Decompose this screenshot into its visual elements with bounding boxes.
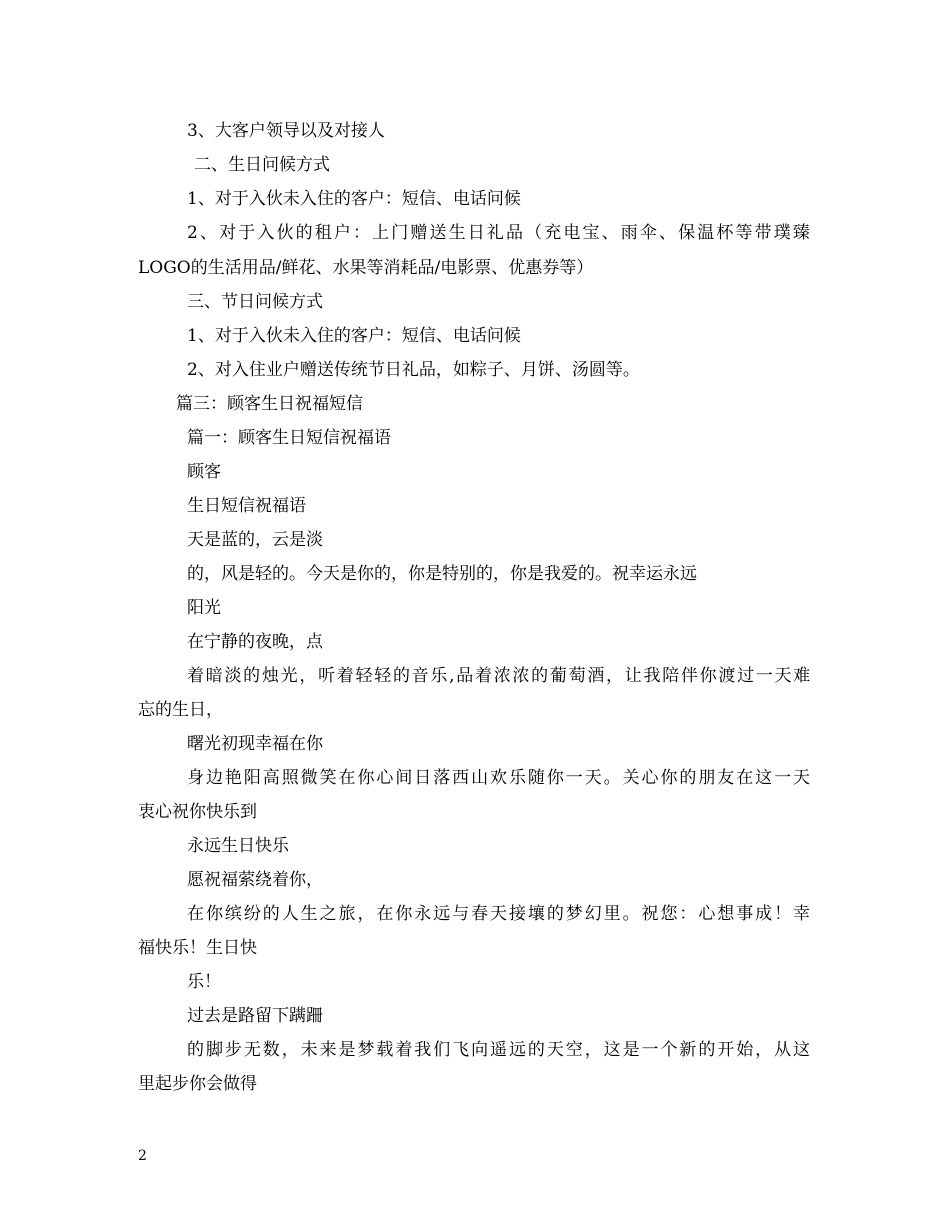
text-line: 的，风是轻的。今天是你的，你是特别的，你是我爱的。祝幸运永远 xyxy=(187,564,697,584)
text-line: 的脚步无数，未来是梦载着我们飞向遥远的天空，这是一个新的开始，从这 xyxy=(187,1040,812,1060)
text-line: 2、对于入伙的租户：上门赠送生日礼品（充电宝、雨伞、保温杯等带璞臻 xyxy=(187,223,812,243)
text-line: 福快乐！生日快 xyxy=(138,938,257,958)
text-line: 天是蓝的，云是淡 xyxy=(187,530,323,550)
text-line: 二、生日问候方式 xyxy=(194,155,330,175)
text-line: 衷心祝你快乐到 xyxy=(138,802,257,822)
text-line: 曙光初现幸福在你 xyxy=(187,734,323,754)
text-line: 阳光 xyxy=(187,598,221,618)
text-line: 篇三：顾客生日祝福短信 xyxy=(176,394,363,414)
text-line: LOGO的生活用品/鲜花、水果等消耗品/电影票、优惠券等） xyxy=(138,258,594,278)
text-line: 永远生日快乐 xyxy=(187,836,289,856)
text-line: 三、节日问候方式 xyxy=(187,292,323,312)
text-line: 3、大客户领导以及对接人 xyxy=(187,121,385,141)
text-line: 在宁静的夜晚，点 xyxy=(187,632,323,652)
text-line: 里起步你会做得 xyxy=(138,1074,257,1094)
text-line: 忘的生日， xyxy=(138,700,223,720)
text-line: 身边艳阳高照微笑在你心间日落西山欢乐随你一天。关心你的朋友在这一天 xyxy=(187,768,812,788)
text-line: 1、对于入伙未入住的客户：短信、电话问候 xyxy=(187,189,521,209)
text-line: 着暗淡的烛光，听着轻轻的音乐,品着浓浓的葡萄酒，让我陪伴你渡过一天难 xyxy=(187,666,812,686)
text-line: 过去是路留下蹒跚 xyxy=(187,1006,323,1026)
text-line: 生日短信祝福语 xyxy=(187,496,306,516)
text-line: 2、对入住业户赠送传统节日礼品，如粽子、月饼、汤圆等。 xyxy=(187,360,640,380)
text-line: 愿祝福萦绕着你， xyxy=(187,870,323,890)
text-line: 篇一：顾客生日短信祝福语 xyxy=(187,428,391,448)
text-line: 1、对于入伙未入住的客户：短信、电话问候 xyxy=(187,326,521,346)
text-line: 在你缤纷的人生之旅，在你永远与春天接壤的梦幻里。祝您：心想事成！幸 xyxy=(187,904,812,924)
text-line: 顾客 xyxy=(187,462,221,482)
text-line: 乐！ xyxy=(187,972,221,992)
page-number: 2 xyxy=(138,1148,147,1164)
